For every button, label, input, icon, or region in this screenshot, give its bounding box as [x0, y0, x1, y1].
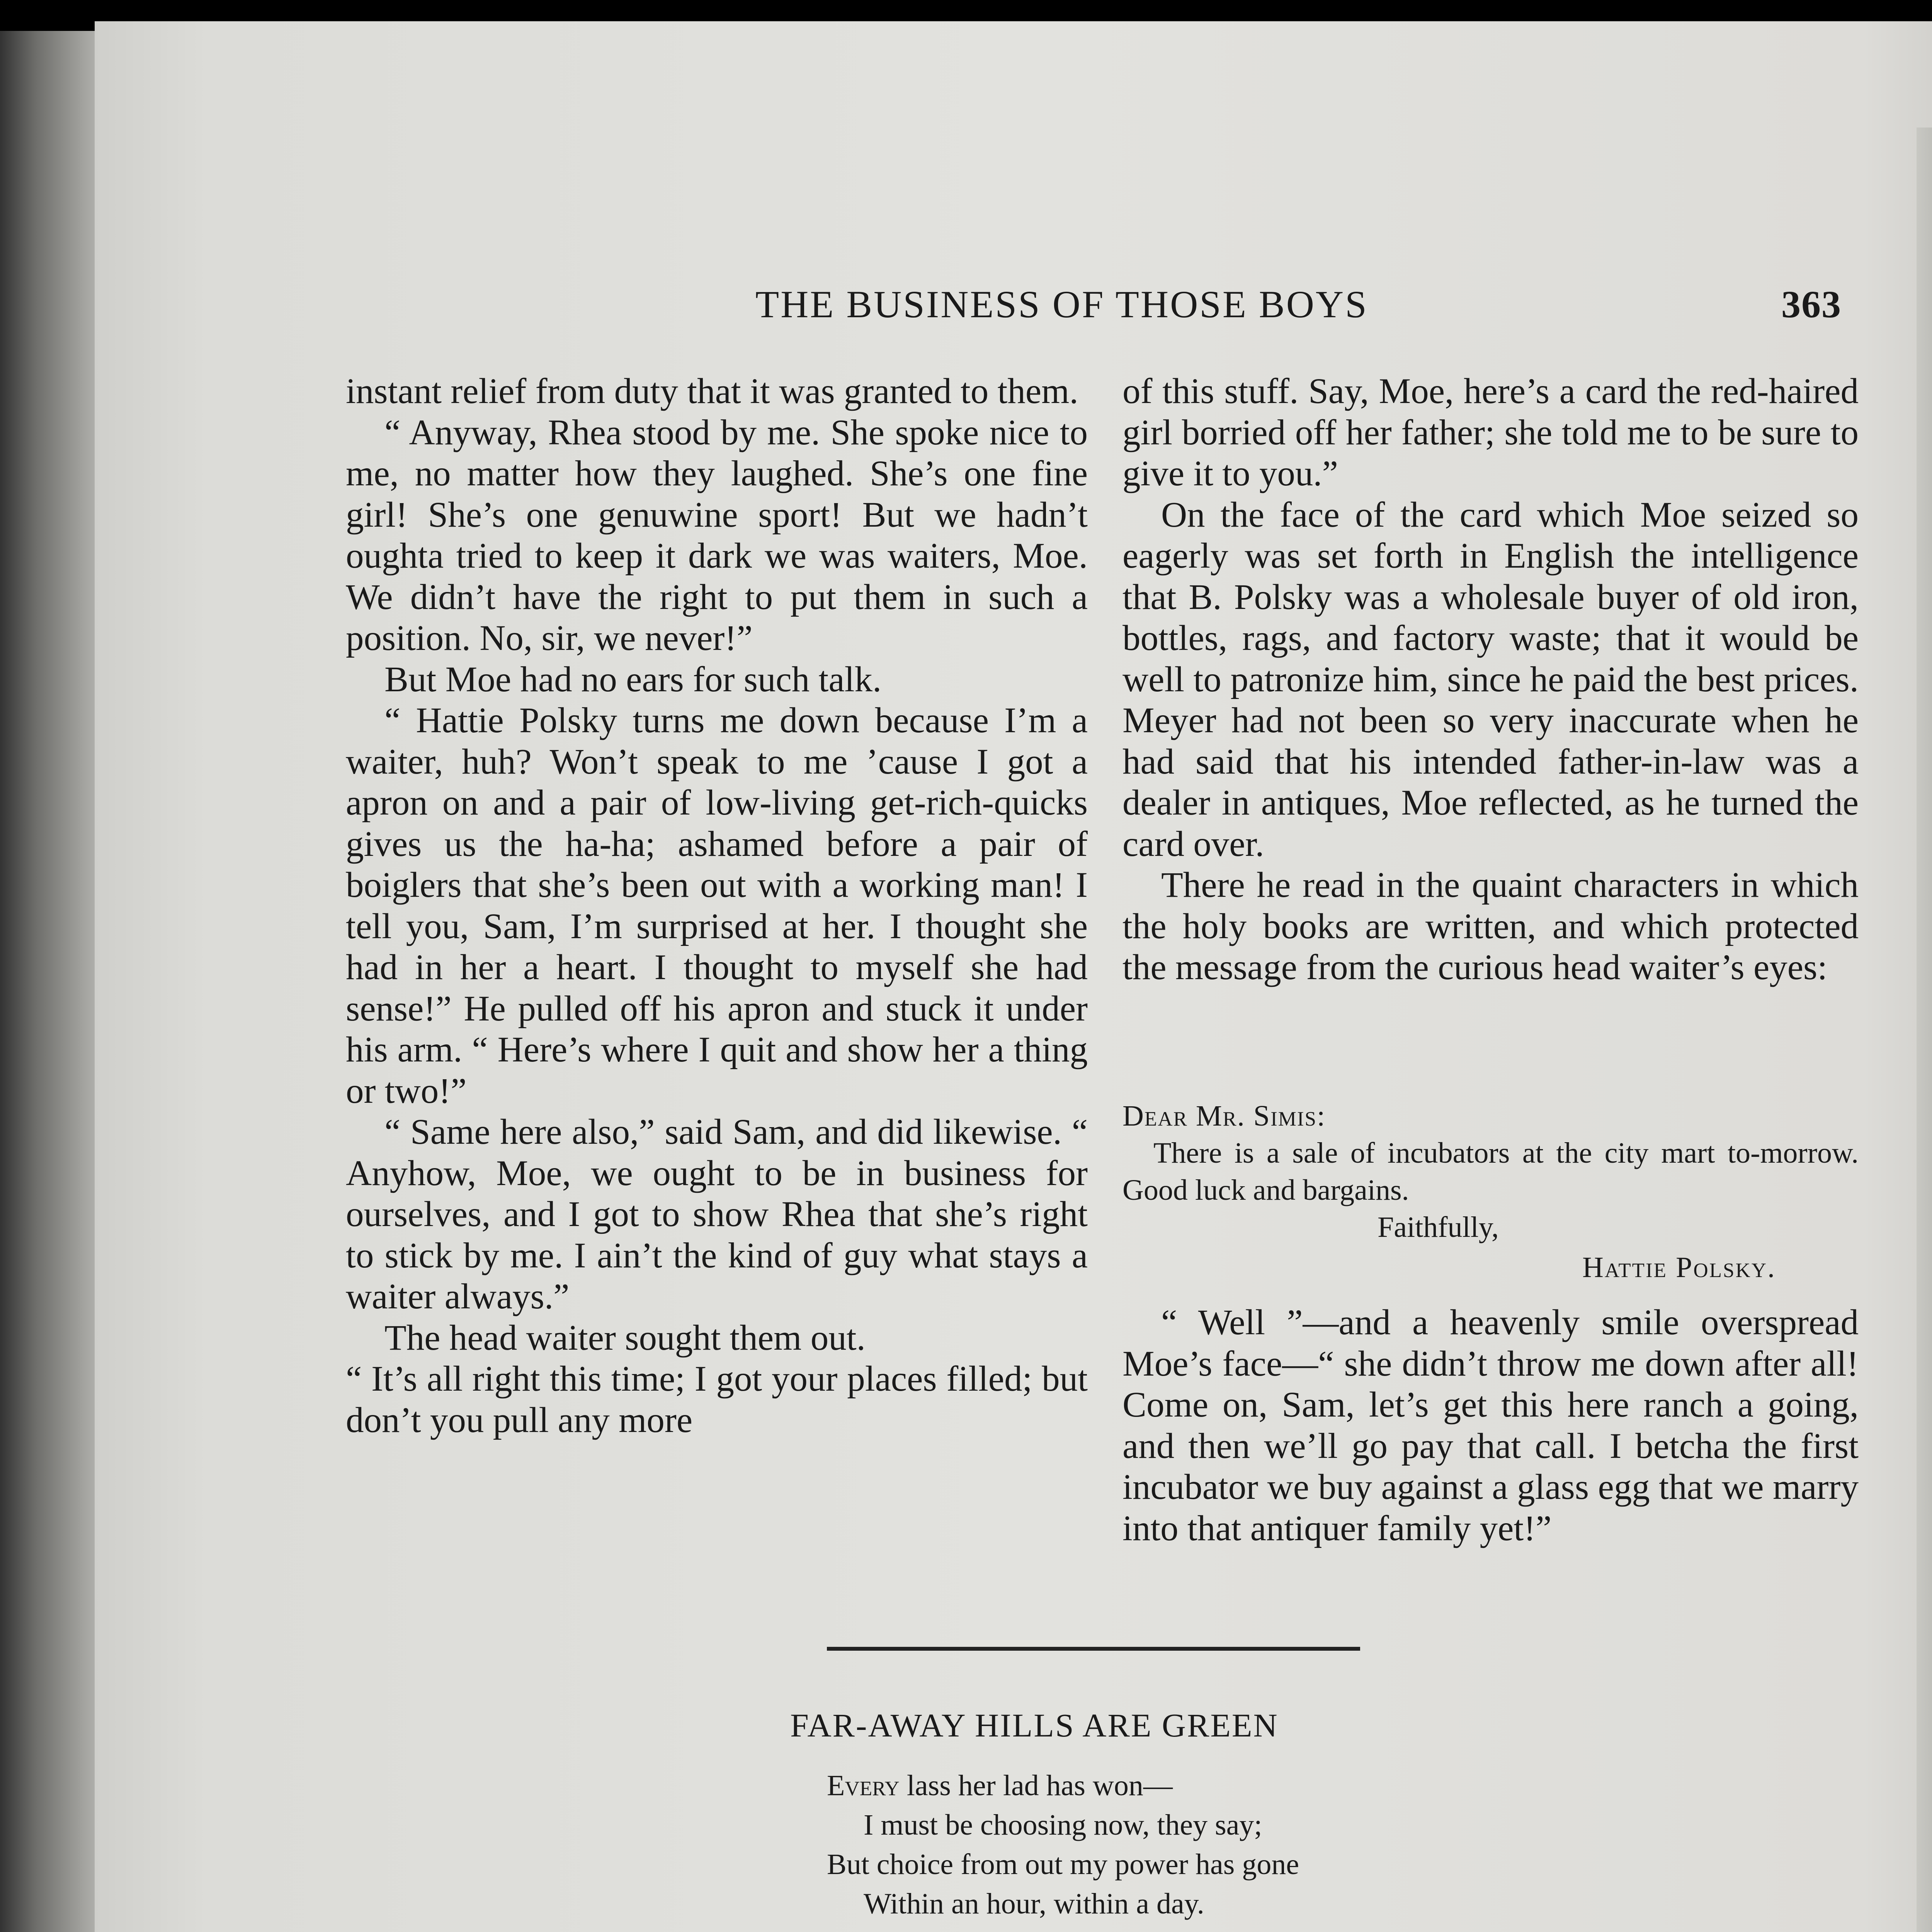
poem-line: I must be choosing now, they say;	[864, 1809, 1262, 1841]
paragraph: There he read in the quaint characters in which the holy books are written, and which protected the message from the curious head waiter’s eyes:	[1122, 865, 1859, 987]
right-column	[1122, 371, 1859, 988]
paragraph: “ It’s all right this time; I got your places filled; but don’t you pull any more	[346, 1359, 1088, 1440]
right-column-end	[1122, 1302, 1859, 1549]
paragraph: On the face of the card which Moe seized so eagerly was set forth in English the intelligence that B. Polsky was a wholesale buyer of old iron, bottles, rags, and factory waste; that it would be well to patronize him, since he paid the best prices. Meyer had not been so very inaccurate when he had said that his intended father-in-law was a dealer in antiques, Moe reflected, as he turned the card over.	[1122, 495, 1859, 864]
letter	[1122, 1097, 1859, 1286]
binding-shadow	[0, 31, 100, 1932]
left-column	[346, 371, 1088, 1441]
letter-body: There is a sale of incubators at the city mart to-morrow. Good luck and bargains.	[1122, 1137, 1859, 1206]
paragraph: “ Same here also,” said Sam, and did likewise. “ Anyhow, Moe, we ought to be in business for ourselves, and I got to show Rhea that she’s right to stick by me. I ain’t the kind of guy what stays a waiter always.”	[346, 1112, 1088, 1316]
poem-line: Within an hour, within a day.	[864, 1888, 1204, 1920]
section-divider	[827, 1647, 1360, 1651]
paragraph: The head waiter sought them out.	[384, 1318, 866, 1358]
poem-line: But choice from out my power has gone	[827, 1848, 1299, 1881]
poem-line-text: lass her lad has won—	[906, 1769, 1173, 1802]
paragraph: of this stuff. Say, Moe, here’s a card the red-haired girl borried off her father; she told me to be sure to give it to you.”	[1122, 371, 1859, 493]
drop-word: Every	[827, 1769, 900, 1802]
paragraph: “ Well ”—and a heavenly smile overspread Moe’s face—“ she didn’t throw me down after all! Come on, Sam, let’s get this here ranch a going, and then we’ll go pay that call. I betcha the first incubator we buy against a glass egg that we marry into that antiquer family yet!”	[1122, 1303, 1859, 1548]
page-edge	[1917, 128, 1932, 1932]
paragraph: “ Anyway, Rhea stood by me. She spoke nice to me, no matter how they laughed. She’s one fine girl! She’s one genuwine sport! But we hadn’t oughta tried to keep it dark we was waiters, Moe. We didn’t have the right to put them in such a position. No, sir, we never!”	[346, 412, 1088, 658]
paragraph: instant relief from duty that it was granted to them.	[346, 371, 1078, 411]
running-head: THE BUSINESS OF THOSE BOYS	[755, 283, 1368, 326]
letter-greeting: Dear Mr. Simis:	[1122, 1100, 1326, 1132]
poem-stanza	[827, 1766, 1677, 1923]
letter-closing: Faithfully,	[1378, 1211, 1499, 1243]
page-number: 363	[1781, 283, 1842, 326]
letter-signature: Hattie Polsky.	[1582, 1251, 1776, 1284]
paragraph: “ Hattie Polsky turns me down because I’m a waiter, huh? Won’t speak to me ’cause I got a apron on and a pair of low-living get-rich-quicks gives us the ha-ha; ashamed before a pair of boiglers that she’s been out with a working man! I tell you, Sam, I’m surprised at her. I thought she had in her a heart. I thought to myself she had sense!” He pulled off his apron and stuck it under his arm. “ Here’s where I quit and show her a thing or two!”	[346, 701, 1088, 1111]
poem-line	[827, 1766, 1677, 1805]
poem-title: FAR-AWAY HILLS ARE GREEN	[790, 1707, 1279, 1744]
paragraph: But Moe had no ears for such talk.	[384, 659, 882, 699]
poem	[827, 1766, 1677, 1932]
